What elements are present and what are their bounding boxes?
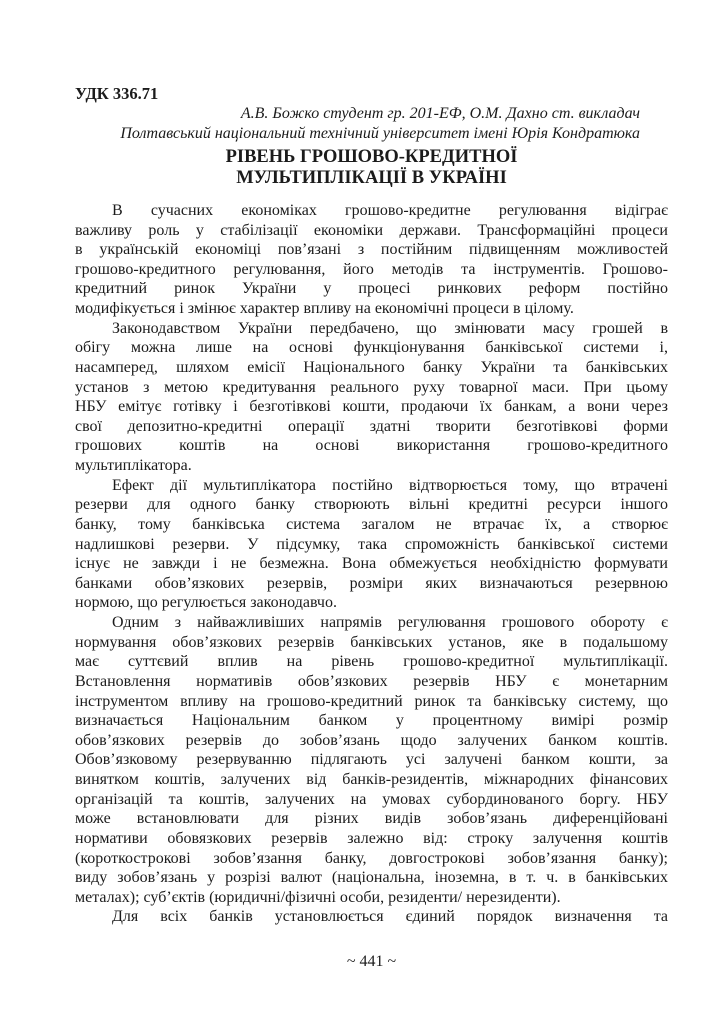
text-line: установ з метою кредитування реального руху товарної маси. При цьому (75, 378, 668, 396)
text-line: виду зобов’язань у розрізі валют (національна, іноземна, в т. ч. в банківських (75, 869, 668, 887)
text-line: важливу роль у стабілізації економіки держави. Трансформаційні процеси (75, 221, 668, 239)
page-number: ~ 441 ~ (346, 953, 397, 971)
text-line: (короткострокові зобов’язання банку, довгострокові зобов’язання банку); (75, 849, 668, 867)
text-line: Для всіх банків установлюється єдиний порядок визначення та (112, 908, 668, 926)
text-line: обігу можна лише на основі функціонування банківської системи і, (75, 339, 668, 357)
paragraph (75, 907, 668, 927)
article-body (75, 201, 668, 927)
text-line: банками обов’язкових резервів, розміри яких визначаються резервною (75, 574, 668, 592)
text-line: надлишкові резерви. У підсумку, така спроможність банківської системи (75, 535, 668, 553)
text-line: обов’язкових резервів до зобов’язань щодо залучених банком коштів. (75, 731, 668, 749)
text-line: банку, тому банківська система загалом не втрачає їх, а створює (75, 515, 668, 533)
text-line: в українській економіці пов’язані з постійним підвищенням можливостей (75, 241, 668, 259)
article-title (75, 147, 668, 188)
text-line: має суттєвий вплив на рівень грошово-кредитної мультиплікації. (75, 653, 668, 671)
text-line: існує не завжди і не безмежна. Вона обмежується необхідністю формувати (75, 555, 668, 573)
udc-code: УДК 336.71 (75, 84, 159, 103)
text-line: Одним з найважливіших напрямів регулювання грошового обороту є (112, 614, 668, 632)
paragraph (75, 613, 668, 907)
author-line: А.В. Божко студент гр. 201-ЕФ, О.М. Дахно ст. викладач (240, 105, 640, 122)
text-line: винятком коштів, залучених від банків-резидентів, міжнародних фінансових (75, 771, 668, 789)
text-line: мультиплікатора. (75, 457, 192, 475)
paragraph (75, 319, 668, 476)
text-line: модифікується і змінює характер впливу на економічні процеси в цілому. (75, 300, 574, 318)
text-line: НБУ емітує готівку і безготівкові кошти, продаючи їх банкам, а вони через (75, 398, 668, 416)
article-title-line-2: МУЛЬТИПЛІКАЦІЇ В УКРАЇНІ (236, 167, 507, 188)
text-line: Обов’язковому резервуванню підлягають усі залучені банком кошти, за (75, 751, 668, 769)
text-line: свої депозитно-кредитні операції здатні творити безготівкові форми (75, 417, 668, 435)
text-line: резерви для одного банку створюють вільні кредитні ресурси іншого (75, 496, 668, 514)
article-title-line-1: РІВЕНЬ ГРОШОВО-КРЕДИТНОЇ (225, 147, 518, 168)
text-line: нормування обов’язкових резервів банківських установ, яке в подальшому (75, 633, 668, 651)
text-line: визначається Національним банком у процентному вимірі розмір (75, 712, 668, 730)
text-line: металах); суб’єктів (юридичні/фізичні особи, резиденти/ нерезиденти). (75, 888, 561, 906)
text-line: організацій та коштів, залучених на умовах субординованого боргу. НБУ (75, 790, 668, 808)
author-block (75, 104, 668, 143)
text-line: нормою, що регулюється законодавчо. (75, 594, 337, 612)
paragraph (75, 476, 668, 613)
text-line: може встановлювати для різних видів зобов’язань диференційовані (75, 810, 668, 828)
text-line: В сучасних економіках грошово-кредитне регулювання відіграє (112, 201, 668, 219)
text-line: грошово-кредитного регулювання, його методів та інструментів. Грошово- (75, 260, 668, 278)
text-line: насамперед, шляхом емісії Національного банку України та банківських (75, 358, 668, 376)
text-line: нормативи обовязкових резервів залежно від: строку залучення коштів (75, 829, 668, 847)
text-line: інструментом впливу на грошово-кредитний ринок та банківську систему, що (75, 692, 668, 710)
text-line: грошових коштів на основі використання грошово-кредитного (75, 437, 668, 455)
text-line: Встановлення нормативів обов’язкових резервів НБУ є монетарним (75, 672, 668, 690)
text-line: кредитний ринок України у процесі ринкових реформ постійно (75, 280, 668, 298)
paragraph (75, 201, 668, 319)
text-line: Ефект дії мультиплікатора постійно відтворюється тому, що втрачені (112, 476, 668, 494)
text-line: Законодавством України передбачено, що змінювати масу грошей в (112, 319, 668, 337)
affiliation-line: Полтавський національний технічний університет імені Юрія Кондратюка (120, 124, 640, 142)
